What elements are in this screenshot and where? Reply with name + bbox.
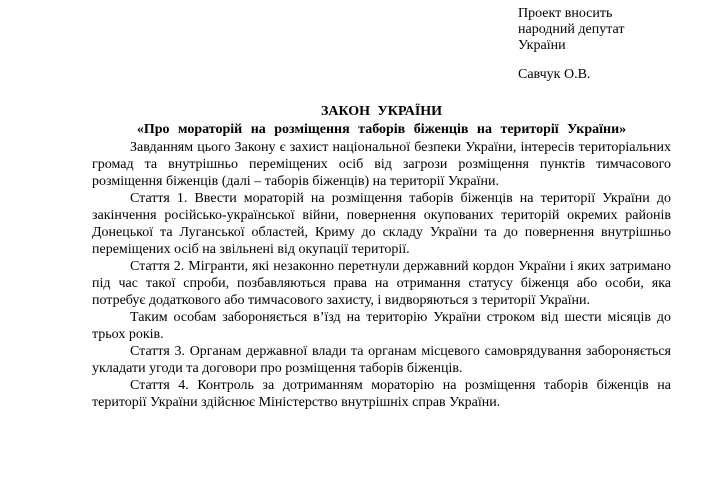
paragraph-article-3: Стаття 3. Органам державної влади та органам місцевого самоврядування забороняється укладати угоди та договори про розміщення таборів біженців. (92, 344, 671, 376)
submitter-line-2: народний депутат (518, 22, 625, 37)
paragraph-article-1: Стаття 1. Ввести мораторій на розміщення таборів біженців на території України до закінчення російсько-української війни, повернення окупованих територій окремих районів Донецької та Луганської областей, Криму до складу України та до повернення внутрішньо переміщених осіб на звільнені від окупації території. (92, 191, 671, 257)
law-title-line-1: ЗАКОН УКРАЇНИ (320, 104, 443, 119)
submitter-line-3: України (518, 38, 566, 53)
paragraph-preamble: Завданням цього Закону є захист національної безпеки України, інтересів територіальних громад та внутрішньо переміщених осіб від загрози розміщення пунктів тимчасового розміщення біженців (далі – таборів біженців) на території України. (92, 140, 671, 189)
paragraph-article-4: Стаття 4. Контроль за дотриманням мораторію на розміщення таборів біженців на території України здійснює Міністерство внутрішніх справ України. (92, 378, 671, 410)
law-title-line-2: «Про мораторій на розміщення таборів біженців на території України» (136, 122, 627, 137)
paragraph-article-2: Стаття 2. Мігранти, які незаконно перетнули державний кордон України і яких затримано під час такої спроби, позбавляються права на отримання статусу біженця або особи, яка потребує додаткового або тимчасового захисту, і видворяються з території України. (92, 259, 671, 308)
paragraph-article-2-part-2: Таким особам забороняється в’їзд на територію України строком від шести місяців до трьох років. (92, 310, 671, 342)
submitter-block (518, 6, 671, 54)
author-name: Савчук О.В. (518, 67, 591, 82)
submitter-line-1: Проект вносить (518, 6, 613, 21)
law-title (92, 103, 671, 139)
